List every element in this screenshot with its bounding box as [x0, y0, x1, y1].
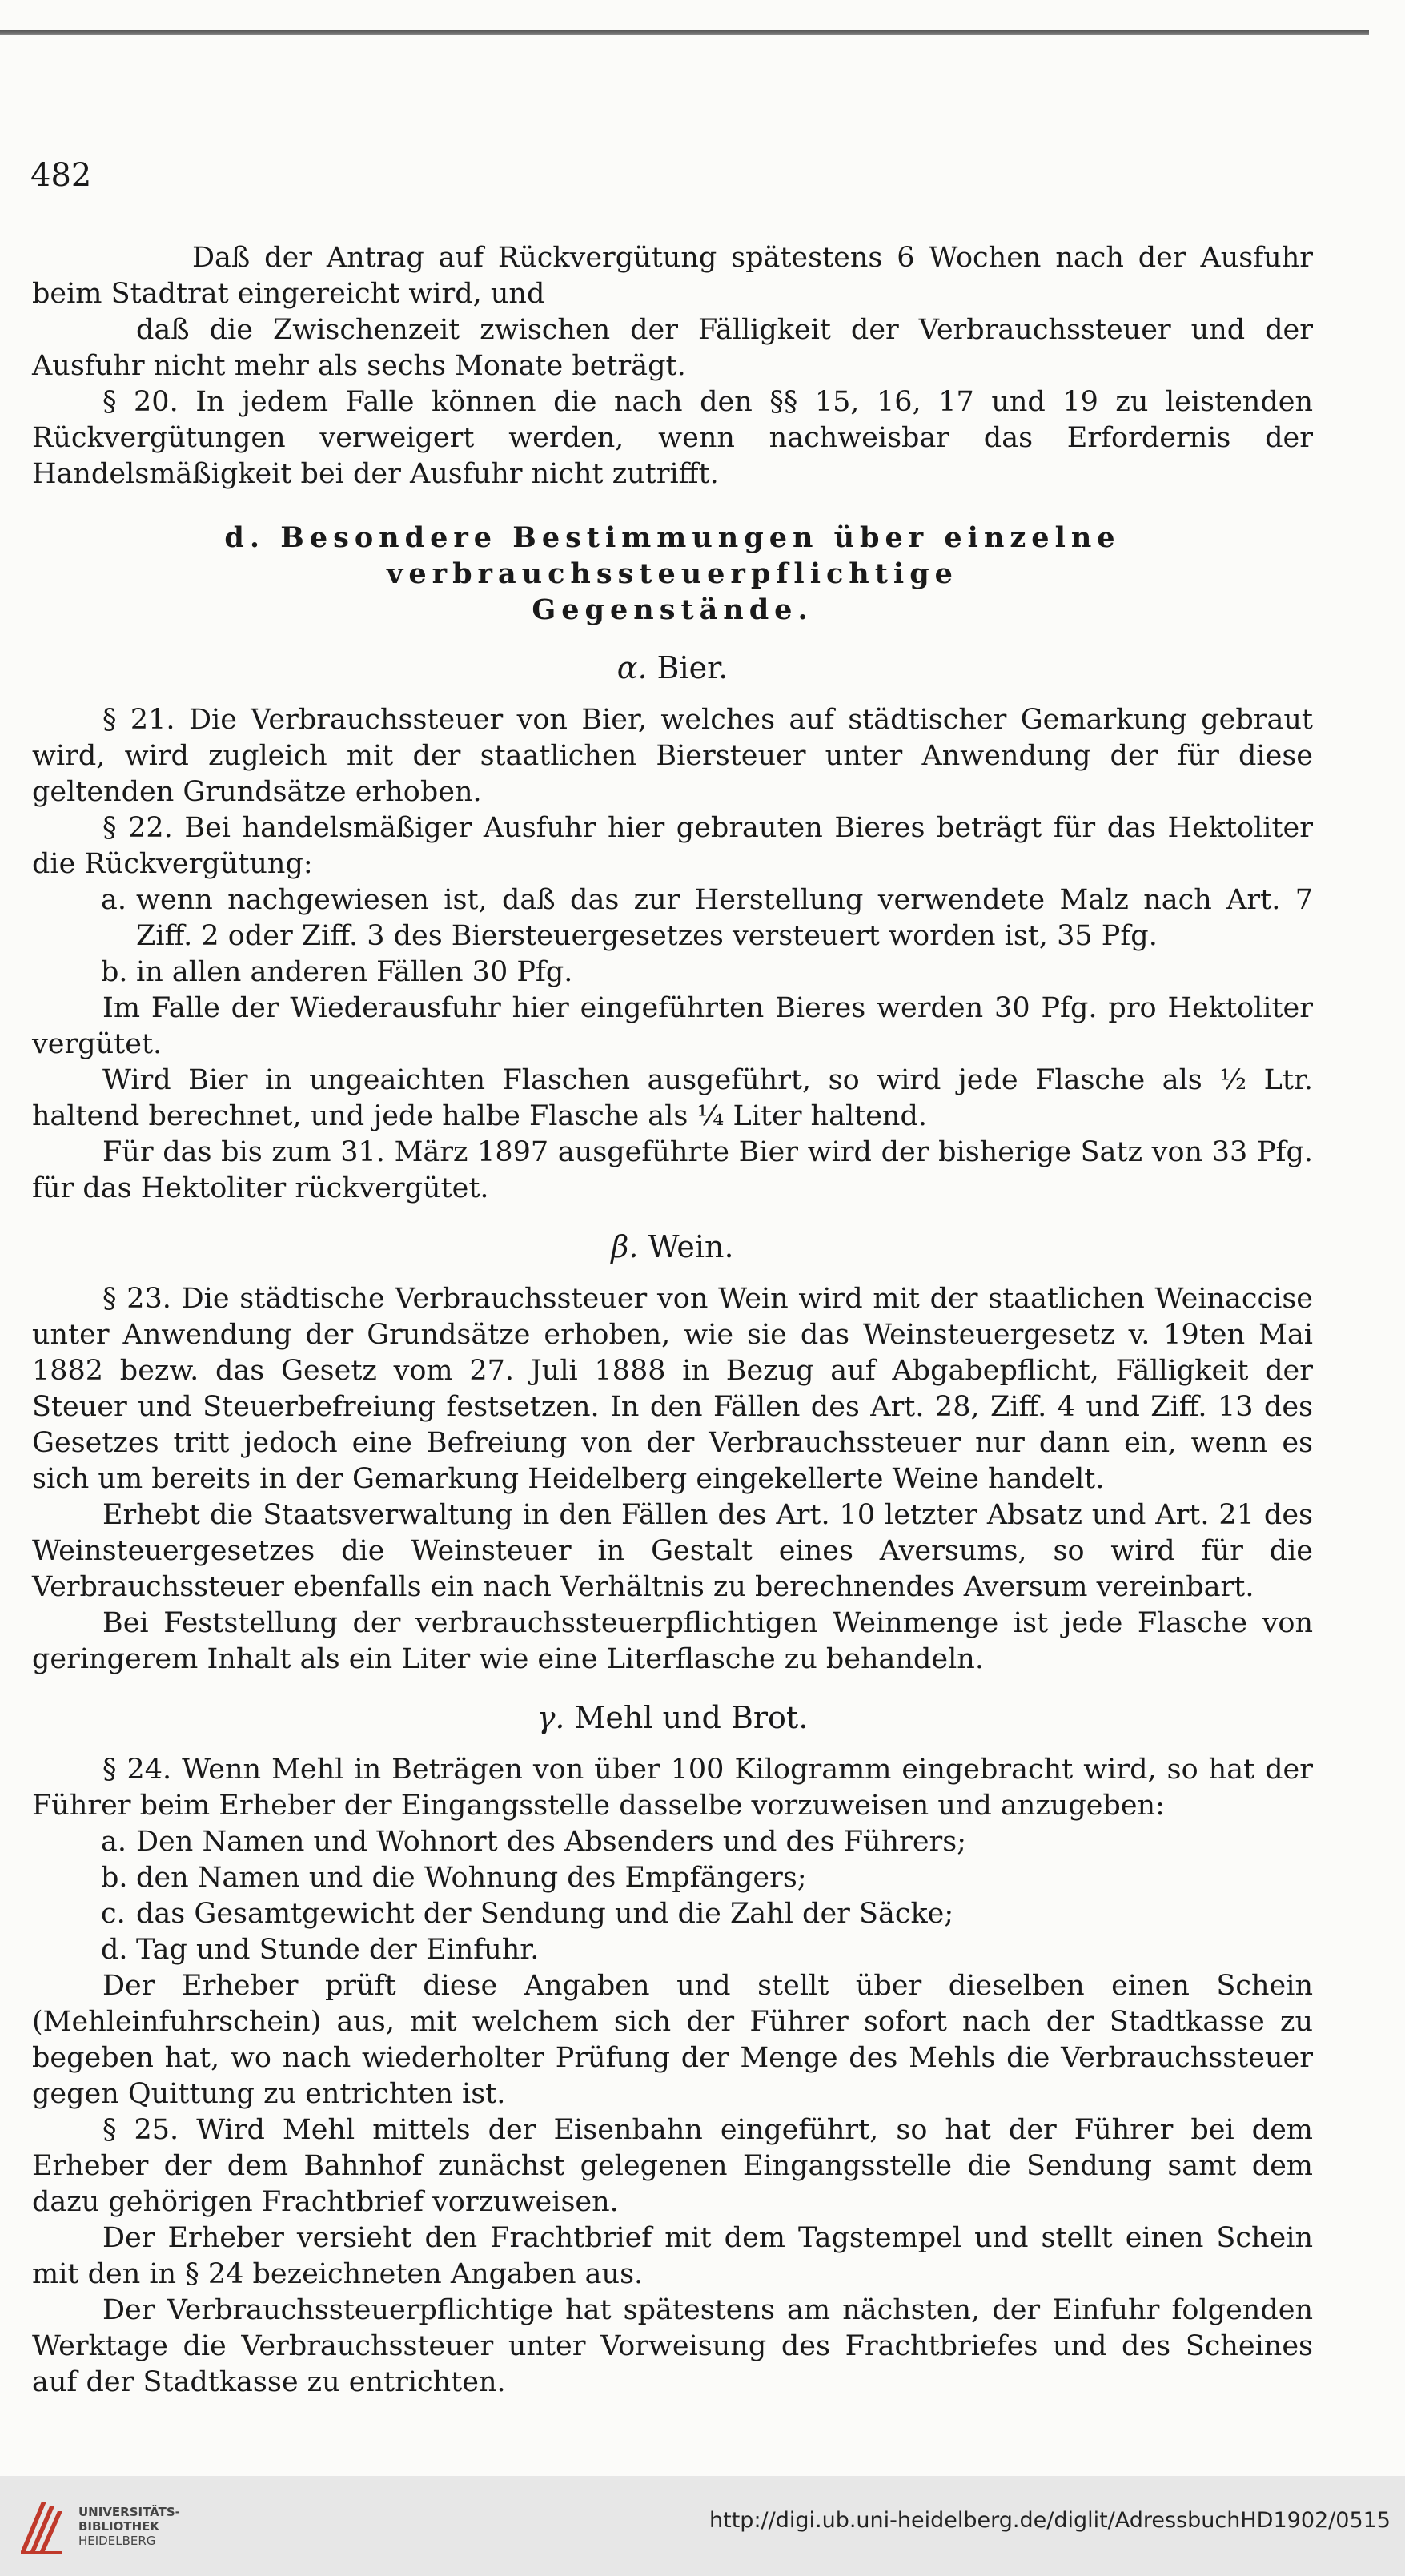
paragraph-section-24: § 24. Wenn Mehl in Beträgen von über 100 Kilogramm eingebracht wird, so hat der Führer beim Erheber der Eingangsstelle dasselbe vorzuweisen und anzugeben:	[32, 1754, 1313, 1822]
source-url-link[interactable]: http://digi.ub.uni-heidelberg.de/diglit/AdressbuchHD1902/0515	[709, 2508, 1391, 2533]
paragraph-tagstempel: Der Erheber versieht den Frachtbrief mit dem Tagstempel und stellt einen Schein mit den in § 24 bezeichneten Angaben aus.	[32, 2222, 1313, 2290]
top-rule	[0, 30, 1369, 35]
list-text: den Namen und die Wohnung des Empfängers;	[136, 1862, 807, 1894]
list-letter: a.	[101, 1826, 126, 1858]
alpha-symbol: α.	[616, 650, 648, 685]
subsection-gamma-heading	[32, 1700, 1313, 1736]
list-letter: b.	[101, 1862, 128, 1894]
gamma-symbol: γ.	[536, 1700, 565, 1735]
subsection-alpha-heading	[32, 650, 1313, 686]
university-library-logo-icon[interactable]	[18, 2495, 69, 2558]
logo-text	[78, 2505, 223, 2548]
list-item	[32, 1860, 1313, 1896]
paragraph-flaschen: Wird Bier in ungeaichten Flaschen ausgeführt, so wird jede Flasche als ½ Ltr. haltend berechnet, und jede halbe Flasche als ¼ Liter haltend.	[32, 1064, 1313, 1132]
list-text: Den Namen und Wohnort des Absenders und des Führers;	[136, 1826, 967, 1858]
footer-bar	[0, 2476, 1405, 2576]
beta-symbol: β.	[611, 1229, 639, 1264]
section-d-title-line2: Gegenstände.	[532, 593, 813, 626]
subsection-beta-heading	[32, 1229, 1313, 1265]
section-d-title-line1: d. Besondere Bestimmungen über einzelne verbrauchssteuerpflichtige	[224, 521, 1121, 590]
list-letter: a.	[101, 884, 126, 916]
list-item	[32, 954, 1313, 991]
list-text: das Gesamtgewicht der Sendung und die Zahl der Säcke;	[136, 1898, 954, 1930]
list-letter: b.	[101, 956, 128, 988]
document-body	[32, 240, 1313, 2401]
paragraph-zwischenzeit: daß die Zwischenzeit zwischen der Fälligkeit der Verbrauchssteuer und der Ausfuhr nicht mehr als sechs Monate beträgt.	[32, 314, 1313, 382]
logo-line: BIBLIOTHEK	[78, 2519, 159, 2534]
list-text: Tag und Stunde der Einfuhr.	[136, 1934, 540, 1966]
logo-line: UNIVERSITÄTS-	[78, 2505, 180, 2519]
beta-title: Wein.	[648, 1229, 734, 1264]
paragraph-werktage: Der Verbrauchssteuerpflichtige hat spätestens am nächsten, der Einfuhr folgenden Werktage die Verbrauchssteuer unter Vorweisung des Frachtbriefes und des Scheines auf der Stadtkasse zu entrichten.	[32, 2294, 1313, 2398]
logo-line: HEIDELBERG	[78, 2534, 156, 2548]
paragraph-wiederausfuhr: Im Falle der Wiederausfuhr hier eingeführten Bieres werden 30 Pfg. pro Hektoliter vergütet.	[32, 992, 1313, 1060]
paragraph-section-22: § 22. Bei handelsmäßiger Ausfuhr hier gebrauten Bieres beträgt für das Hektoliter die Rückvergütung:	[32, 812, 1313, 880]
list-item	[32, 1932, 1313, 1968]
list-text: in allen anderen Fällen 30 Pfg.	[136, 956, 573, 988]
paragraph-section-20: § 20. In jedem Falle können die nach den §§ 15, 16, 17 und 19 zu leistenden Rückvergütungen verweigert werden, wenn nachweisbar das Erfordernis der Handelsmäßigkeit bei der Ausfuhr nicht zutrifft.	[32, 386, 1313, 490]
list-item	[32, 1896, 1313, 1932]
paragraph-section-25: § 25. Wird Mehl mittels der Eisenbahn eingeführt, so hat der Führer bei dem Erheber der dem Bahnhof zunächst gelegenen Eingangsstelle die Sendung samt dem dazu gehörigen Frachtbrief vorzuweisen.	[32, 2114, 1313, 2218]
section-d-title	[32, 520, 1313, 628]
paragraph-section-23: § 23. Die städtische Verbrauchssteuer von Wein wird mit der staatlichen Weinaccise unter Anwendung der Grundsätze erhoben, wie sie das Weinsteuergesetz v. 19ten Mai 1882 bezw. das Gesetz vom 27. Juli 1888 in Bezug auf Abgabepflicht, Fälligkeit der Steuer und Steuerbefreiung festsetzen. In den Fällen des Art. 28, Ziff. 4 und Ziff. 13 des Gesetzes tritt jedoch eine Befreiung von der Verbrauchssteuer nur dann ein, wenn es sich um bereits in der Gemarkung Heidelberg eingekellerte Weine handelt.	[32, 1283, 1313, 1495]
list-letter: d.	[101, 1934, 128, 1966]
paragraph-antrag: Daß der Antrag auf Rückvergütung spätestens 6 Wochen nach der Ausfuhr beim Stadtrat eingereicht wird, und	[32, 242, 1313, 310]
paragraph-section-21: § 21. Die Verbrauchssteuer von Bier, welches auf städtischer Gemarkung gebraut wird, wird zugleich mit der staatlichen Biersteuer unter Anwendung der für diese geltenden Grundsätze erhoben.	[32, 704, 1313, 808]
gamma-title: Mehl und Brot.	[574, 1700, 809, 1735]
alpha-title: Bier.	[656, 650, 729, 685]
paragraph-literflasche: Bei Feststellung der verbrauchssteuerpflichtigen Weinmenge ist jede Flasche von geringerem Inhalt als ein Liter wie eine Literflasche zu behandeln.	[32, 1607, 1313, 1675]
paragraph-1897: Für das bis zum 31. März 1897 ausgeführte Bier wird der bisherige Satz von 33 Pfg. für das Hektoliter rückvergütet.	[32, 1136, 1313, 1204]
paragraph-aversum: Erhebt die Staatsverwaltung in den Fällen des Art. 10 letzter Absatz und Art. 21 des Weinsteuergesetzes die Weinsteuer in Gestalt eines Aversums, so wird für die Verbrauchssteuer ebenfalls ein nach Verhältnis zu berechnendes Aversum vereinbart.	[32, 1499, 1313, 1603]
list-text: wenn nachgewiesen ist, daß das zur Herstellung verwendete Malz nach Art. 7 Ziff. 2 oder Ziff. 3 des Biersteuergesetzes versteuert worden ist, 35 Pfg.	[136, 884, 1313, 952]
list-item	[32, 882, 1313, 954]
list-letter: c.	[101, 1898, 126, 1930]
list-item	[32, 1824, 1313, 1860]
paragraph-erheber-prueft: Der Erheber prüft diese Angaben und stellt über dieselben einen Schein (Mehleinfuhrschein) aus, mit welchem sich der Führer sofort nach der Stadtkasse zu begeben hat, wo nach wiederholter Prüfung der Menge des Mehls die Verbrauchssteuer gegen Quittung zu entrichten ist.	[32, 1970, 1313, 2110]
page-number: 482	[30, 157, 92, 194]
